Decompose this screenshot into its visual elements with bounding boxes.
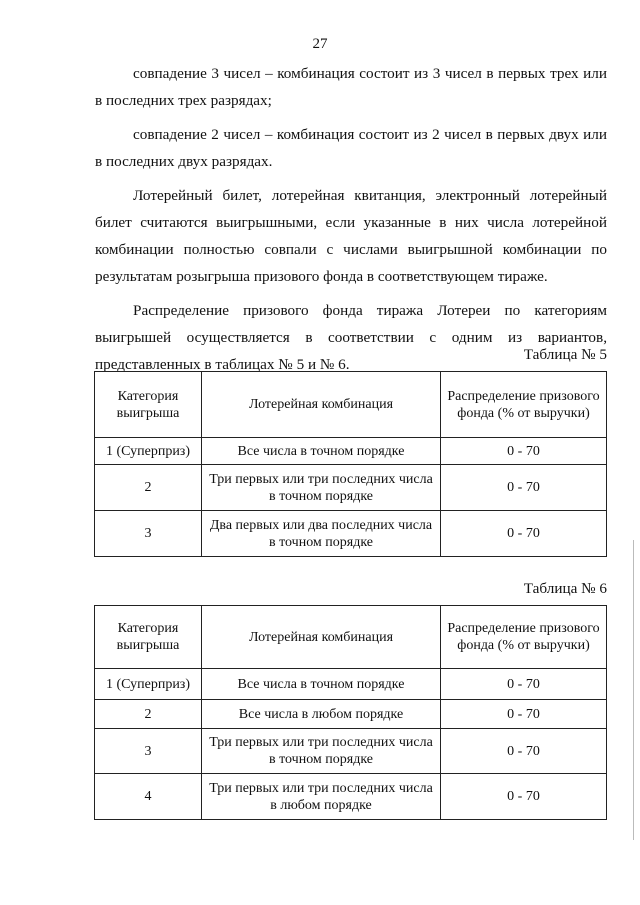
cell-distribution: 0 - 70 [441, 465, 607, 511]
cell-combination: Три первых или три последних числа в точном порядке [202, 729, 441, 774]
table-row [95, 511, 607, 557]
table-row [95, 465, 607, 511]
header-distribution: Распределение призового фонда (% от выручки) [441, 372, 607, 438]
cell-category: 1 (Суперприз) [95, 438, 202, 465]
cell-combination: Все числа в точном порядке [202, 669, 441, 700]
cell-combination: Три первых или три последних числа в любом порядке [202, 774, 441, 820]
cell-combination: Все числа в любом порядке [202, 700, 441, 729]
table-row [95, 669, 607, 700]
cell-distribution: 0 - 70 [441, 669, 607, 700]
cell-distribution: 0 - 70 [441, 729, 607, 774]
table-row [95, 700, 607, 729]
cell-distribution: 0 - 70 [441, 700, 607, 729]
cell-combination: Три первых или три последних числа в точном порядке [202, 465, 441, 511]
table-row [95, 774, 607, 820]
cell-category: 1 (Суперприз) [95, 669, 202, 700]
paragraph-distribution: Распределение призового фонда тиража Лотереи по категориям выигрышей осуществляется в соответствии с одним из вариантов, представленных в таблицах № 5 и № 6. [95, 302, 607, 373]
header-category: Категория выигрыша [95, 606, 202, 669]
table-row [95, 729, 607, 774]
table-header-row [95, 372, 607, 438]
header-combination: Лотерейная комбинация [202, 372, 441, 438]
cell-category: 3 [95, 729, 202, 774]
scan-edge-line [633, 540, 634, 840]
paragraph-winning-ticket: Лотерейный билет, лотерейная квитанция, электронный лотерейный билет считаются выигрышными, если указанные в них числа лотерейной комбинации полностью совпали с числами выигрышной комбинации по результатам розыгрыша призового фонда в соответствующем тираже. [95, 187, 607, 285]
page-number: 27 [312, 36, 328, 52]
cell-distribution: 0 - 70 [441, 511, 607, 557]
cell-combination: Все числа в точном порядке [202, 438, 441, 465]
body-text [95, 60, 607, 378]
prize-table-5 [94, 371, 607, 557]
cell-distribution: 0 - 70 [441, 438, 607, 465]
paragraph-match-2: совпадение 2 чисел – комбинация состоит из 2 чисел в первых двух или в последних двух разрядах. [95, 126, 607, 170]
header-category: Категория выигрыша [95, 372, 202, 438]
cell-category: 4 [95, 774, 202, 820]
table-row [95, 438, 607, 465]
table-header-row [95, 606, 607, 669]
header-distribution: Распределение призового фонда (% от выручки) [441, 606, 607, 669]
table5-caption: Таблица № 5 [523, 346, 607, 363]
cell-category: 2 [95, 465, 202, 511]
cell-combination: Два первых или два последних числа в точном порядке [202, 511, 441, 557]
paragraph-match-3: совпадение 3 чисел – комбинация состоит из 3 чисел в первых трех или в последних трех разрядах; [95, 65, 607, 109]
table6-caption: Таблица № 6 [523, 580, 607, 597]
cell-category: 3 [95, 511, 202, 557]
header-combination: Лотерейная комбинация [202, 606, 441, 669]
prize-table-6 [94, 605, 607, 820]
cell-distribution: 0 - 70 [441, 774, 607, 820]
cell-category: 2 [95, 700, 202, 729]
